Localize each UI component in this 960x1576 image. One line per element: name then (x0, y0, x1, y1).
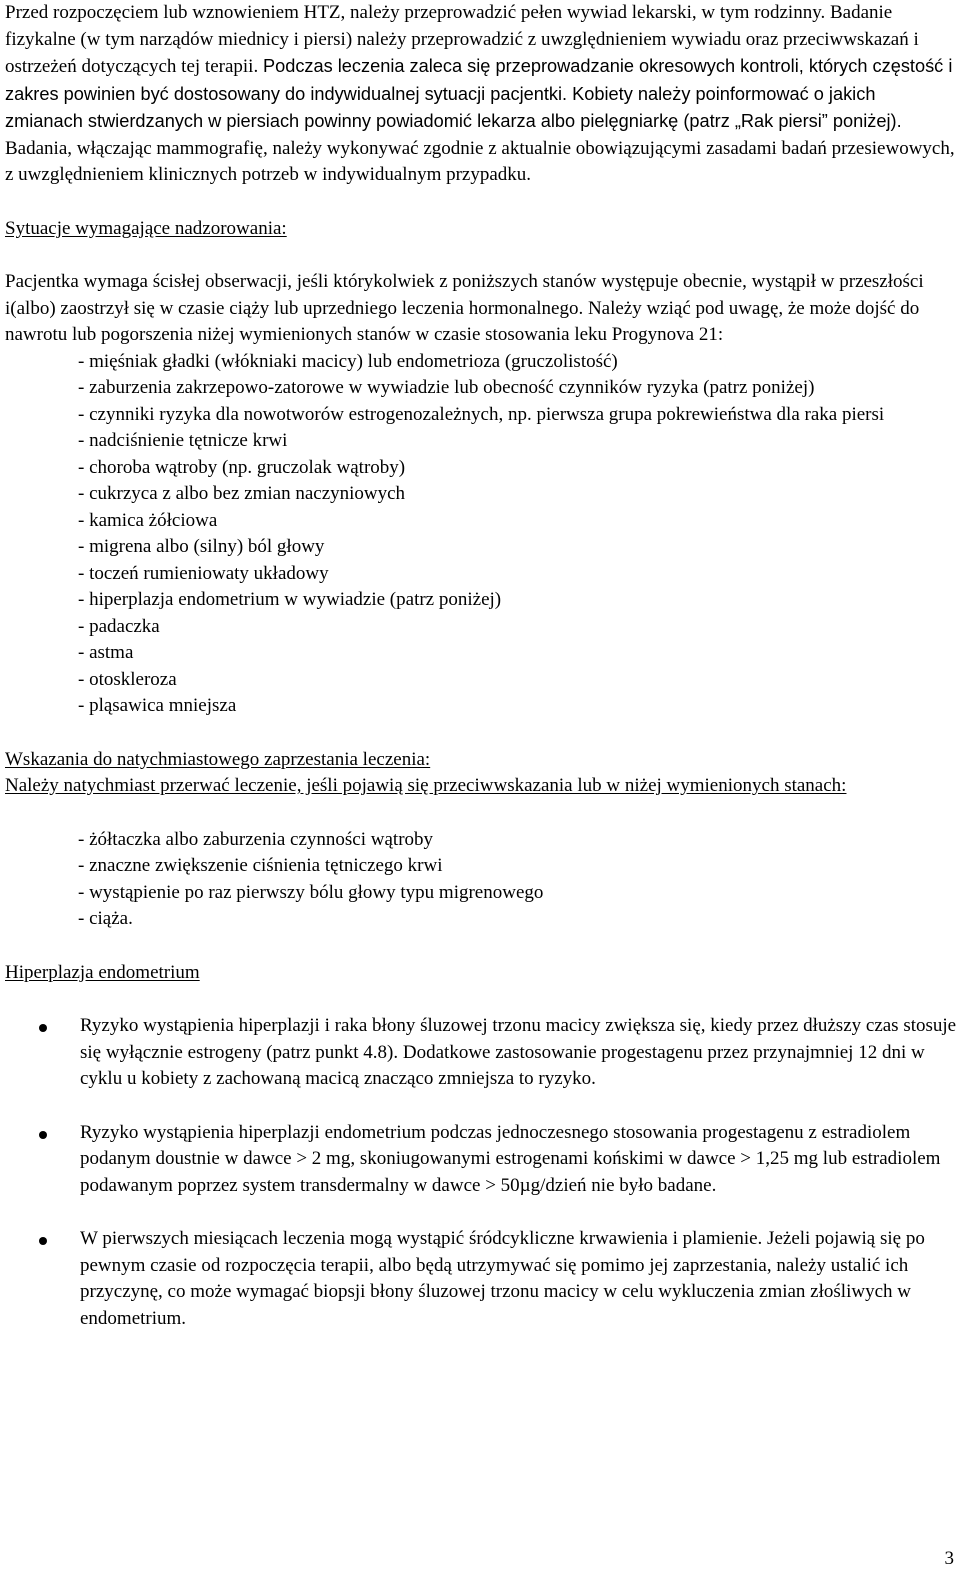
spacer (5, 720, 955, 747)
list-item (5, 853, 955, 880)
bullet-text: Ryzyko wystąpienia hiperplazji endometrium podczas jednoczesnego stosowania progestagenu z estradiolem podanym doustnie w dawce > 2 mg, skoniugowanymi estrogenami końskimi w dawce > 1,25 mg lub estradiolem podawanym poprzez system transdermalny w dawce > 50µg/dzień nie było badane. (80, 1121, 941, 1196)
list-item (5, 614, 955, 641)
list-item (5, 349, 955, 376)
intro-sentence-1: Przed rozpoczęciem lub wznowieniem HTZ, należy przeprowadzić pełen wywiad lekarski, w tym rodzinny. Badanie fizykalne (w tym narządów miednicy i piersi) należy przeprowadzić z uwzględnieniem wywiadu oraz przeciwwskazań i ostrzeżeń dotyczących tej terapii. (5, 2, 919, 77)
list-item-text: - nadciśnienie tętnicze krwi (78, 430, 287, 451)
spacer (5, 242, 955, 269)
supervision-paragraph: Pacjentka wymaga ścisłej obserwacji, jeśli którykolwiek z poniższych stanów występuje obecnie, wystąpił w przeszłości i(albo) zaostrzył się w czasie ciąży lub uprzedniego leczenia hormonalnego. Należy wziąć pod uwagę, że może dojść do nawrotu lub pogorszenia niżej wymienionych stanów w czasie stosowania leku Progynova 21: (5, 271, 924, 345)
list-item (5, 455, 955, 482)
bullet-item (5, 1120, 960, 1200)
supervision-heading: Sytuacje wymagające nadzorowania: (5, 217, 287, 239)
discontinuation-list (5, 827, 955, 933)
list-item (5, 534, 955, 561)
bullet-icon (39, 1131, 47, 1139)
list-item (5, 375, 955, 402)
spacer (5, 189, 955, 216)
bullet-text: W pierwszych miesiącach leczenia mogą wystąpić śródcykliczne krwawienia i plamienie. Jeżeli pojawią się po pewnym czasie od rozpoczęcia terapii, albo będą utrzymywać się pomimo jej zaprzestania, należy ustalić ich przyczynę, co może wymagać biopsji błony śluzowej trzonu macicy w celu wykluczenia zmian złośliwych w endometrium. (80, 1228, 925, 1329)
list-item-text: - cukrzyca z albo bez zmian naczyniowych (78, 483, 405, 504)
supervision-list (5, 349, 955, 720)
list-item-text: - ciąża. (78, 908, 133, 929)
list-item (5, 481, 955, 508)
list-item-text: - astma (78, 642, 133, 663)
list-item (5, 827, 955, 854)
list-item (5, 667, 955, 694)
bullet-item (5, 1013, 960, 1093)
list-item-text: - czynniki ryzyka dla nowotworów estrogenozależnych, np. pierwsza grupa pokrewieństwa dla raka piersi (78, 404, 884, 425)
intro-paragraph (5, 0, 955, 189)
list-item (5, 693, 955, 720)
list-item-text: - hiperplazja endometrium w wywiadzie (patrz poniżej) (78, 589, 501, 610)
page-number: 3 (944, 1548, 954, 1569)
list-item (5, 508, 955, 535)
list-item (5, 640, 955, 667)
list-item-text: - mięśniak gładki (włókniaki macicy) lub endometrioza (gruczolistość) (78, 351, 618, 372)
list-item-text: - migrena albo (silny) ból głowy (78, 536, 324, 557)
discontinuation-subheading: Należy natychmiast przerwać leczenie, jeśli pojawią się przeciwwskazania lub w niżej wymienionych stanach: (5, 775, 847, 796)
list-item (5, 906, 955, 933)
hyperplasia-heading: Hiperplazja endometrium (5, 961, 200, 983)
list-item-text: - padaczka (78, 616, 160, 637)
spacer (5, 800, 955, 827)
list-item (5, 402, 955, 429)
list-item-text: - otoskleroza (78, 669, 177, 690)
list-item (5, 587, 955, 614)
list-item-text: - pląsawica mniejsza (78, 695, 236, 716)
list-item-text: - toczeń rumieniowaty układowy (78, 563, 329, 584)
list-item-text: - kamica żółciowa (78, 510, 217, 531)
bullet-item (5, 1226, 960, 1332)
discontinuation-heading: Wskazania do natychmiastowego zaprzestania leczenia: (5, 748, 431, 770)
spacer (5, 986, 955, 1013)
hyperplasia-bullets (5, 1013, 955, 1332)
document-page (5, 0, 955, 1332)
spacer (5, 933, 955, 960)
list-item-text: - wystąpienie po raz pierwszy bólu głowy typu migrenowego (78, 882, 543, 903)
list-item (5, 561, 955, 588)
bullet-icon (39, 1237, 47, 1245)
list-item-text: - choroba wątroby (np. gruczolak wątroby) (78, 457, 405, 478)
list-item-text: - żółtaczka albo zaburzenia czynności wątroby (78, 829, 433, 850)
bullet-icon (39, 1024, 47, 1032)
list-item (5, 428, 955, 455)
intro-sentence-3: Badania, włączając mammografię, należy wykonywać zgodnie z aktualnie obowiązującymi zasadami badań przesiewowych, z uwzględnieniem klinicznych potrzeb w indywidualnym przypadku. (5, 137, 955, 185)
list-item-text: - zaburzenia zakrzepowo-zatorowe w wywiadzie lub obecność czynników ryzyka (patrz poniżej) (78, 377, 814, 398)
list-item (5, 880, 955, 907)
bullet-text: Ryzyko wystąpienia hiperplazji i raka błony śluzowej trzonu macicy zwiększa się, kiedy przez dłuższy czas stosuje się wyłącznie estrogeny (patrz punkt 4.8). Dodatkowe zastosowanie progestagenu przez przynajmniej 12 dni w cyklu u kobiety z zachowaną macicą znacząco zmniejsza to ryzyko. (80, 1015, 957, 1089)
intro-sentence-2: Podczas leczenia zaleca się przeprowadzanie okresowych kontroli, których częstość i zakres powinien być dostosowany do indywidualnej sytuacji pacjentki. Kobiety należy poinformować o jakich zmianach stwierdzanych w piersiach powinny powiadomić lekarza albo pielęgniarkę (patrz „Rak piersi” poniżej). (5, 56, 953, 131)
list-item-text: - znaczne zwiększenie ciśnienia tętniczego krwi (78, 855, 443, 876)
